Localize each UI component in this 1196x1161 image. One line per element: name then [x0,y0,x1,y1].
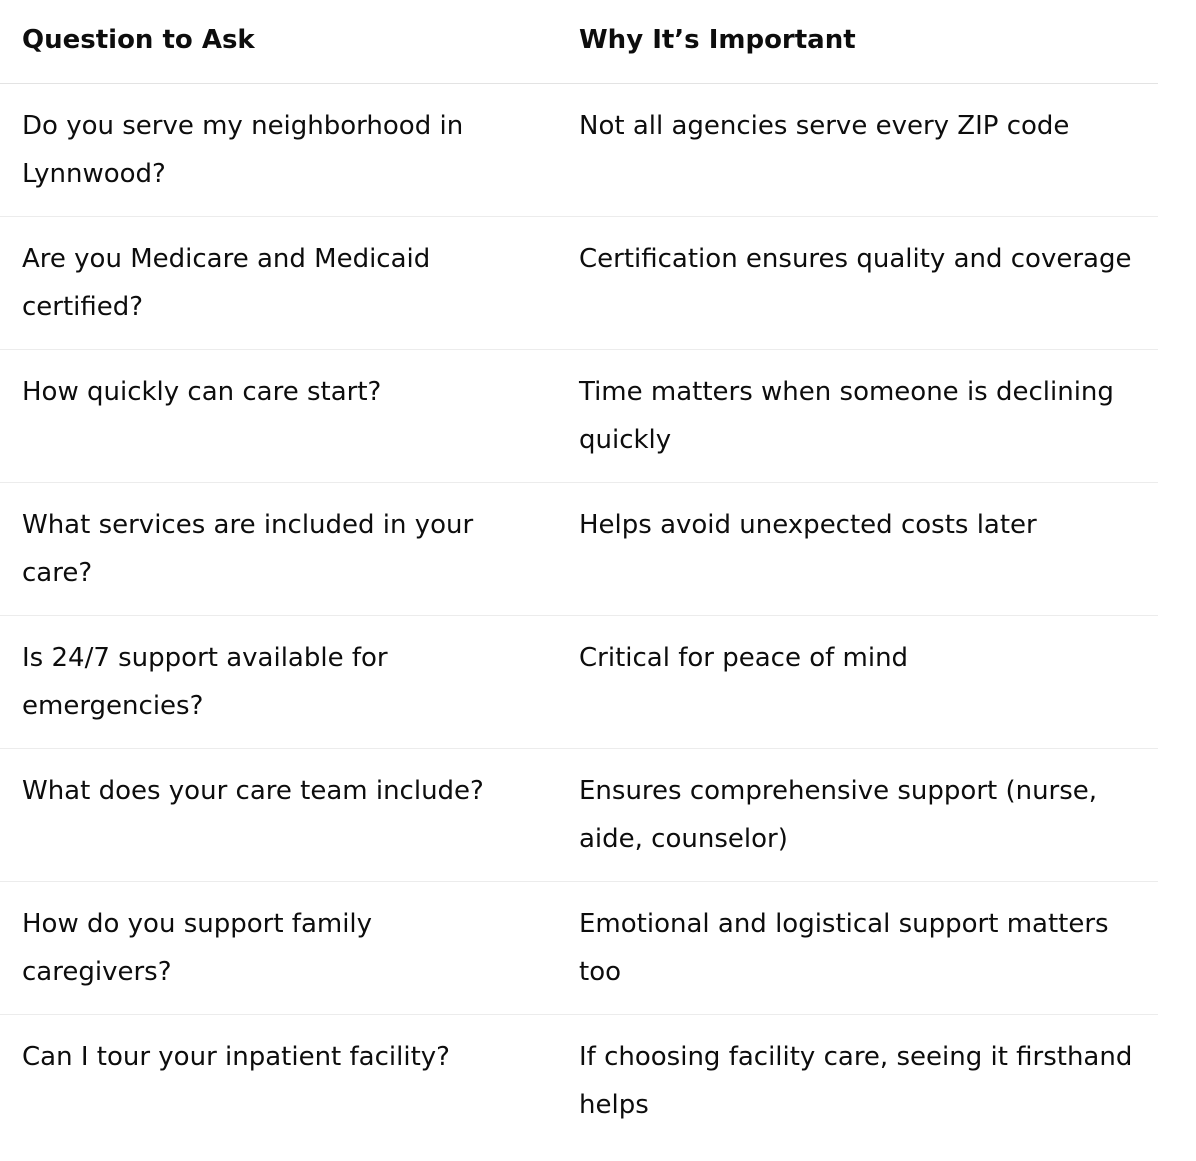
table-row [0,483,1158,616]
question-cell: Can I tour your inpatient facility? [22,1042,450,1072]
question-cell: How quickly can care start? [0,350,557,483]
question-cell: Are you Medicare and Medicaid certified? [0,217,557,350]
table-row [0,84,1158,217]
table-row [0,217,1158,350]
importance-cell: Critical for peace of mind [557,616,1158,749]
header-row [0,0,1158,84]
header-question: Question to Ask [0,0,557,84]
question-cell: Do you serve my neighborhood in Lynnwood? [0,84,557,217]
importance-cell: Not all agencies serve every ZIP code [557,84,1158,217]
importance-cell: Ensures comprehensive support (nurse, aide, counselor) [557,749,1158,882]
question-cell: Is 24/7 support available for emergencies? [0,616,557,749]
importance-cell: If choosing facility care, seeing it firsthand helps [579,1042,1133,1120]
question-cell: What does your care team include? [0,749,557,882]
importance-cell: Helps avoid unexpected costs later [557,483,1158,616]
table-row [0,616,1158,749]
table-row [0,882,1158,1015]
table-row [0,350,1158,483]
question-cell: How do you support family caregivers? [0,882,557,1015]
importance-cell: Emotional and logistical support matters too [557,882,1158,1015]
table-header [0,0,1158,84]
table-row [0,749,1158,882]
importance-cell: Time matters when someone is declining quickly [557,350,1158,483]
question-cell: What services are included in your care? [0,483,557,616]
table-row [0,1015,1158,1148]
table-body [0,84,1158,1148]
importance-cell: Certification ensures quality and coverage [557,217,1158,350]
header-importance: Why It’s Important [557,0,1158,84]
